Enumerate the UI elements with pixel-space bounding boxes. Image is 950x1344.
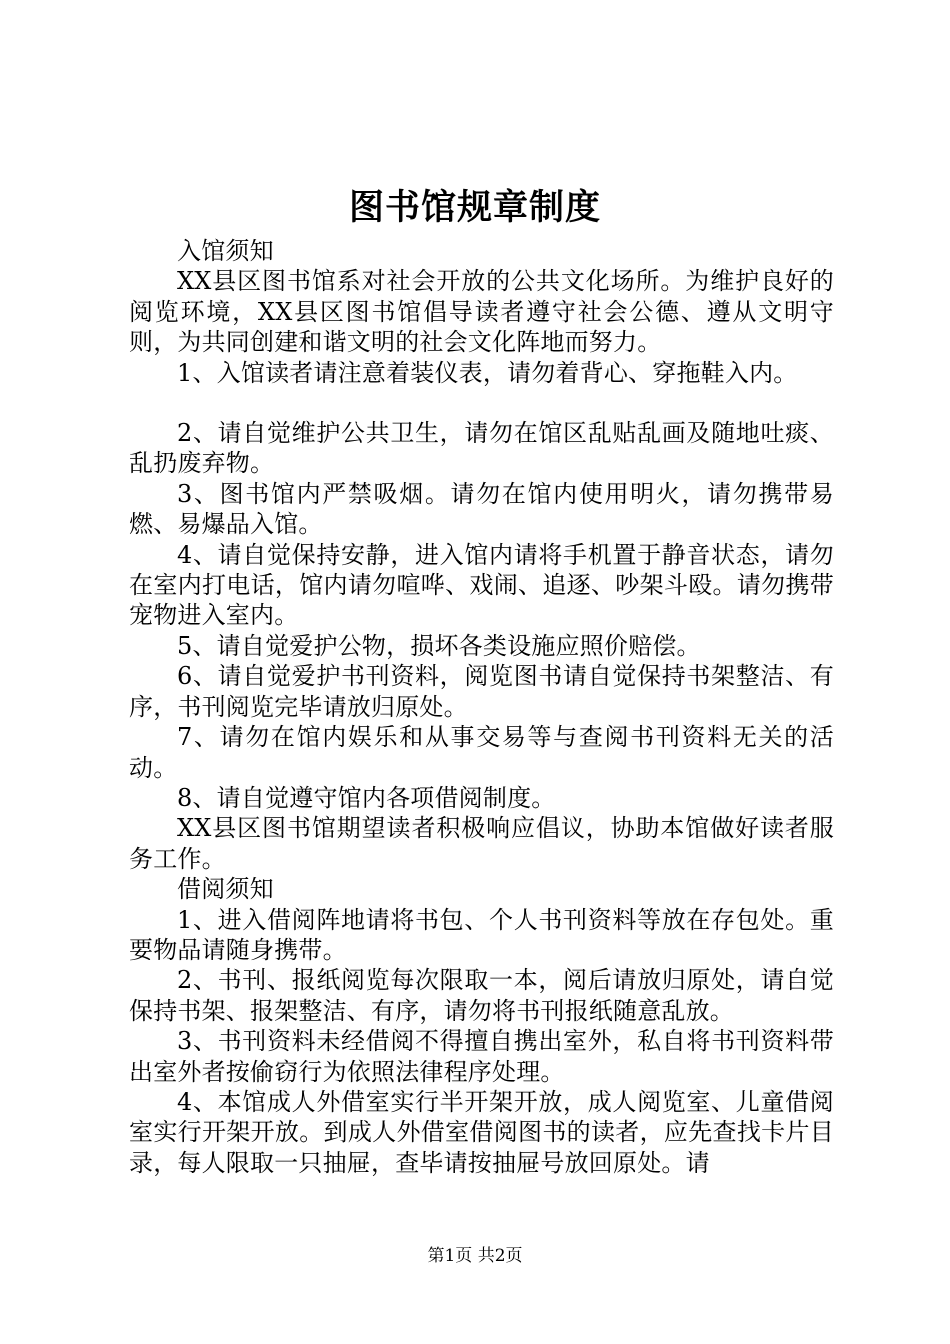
borrow-item-4: 4、本馆成人外借室实行半开架开放，成人阅览室、儿童借阅室实行开架开放。到成人外借室借阅图书的读者，应先查找卡片目录，每人限取一只抽屉，查毕请按抽屉号放回原处。请 <box>129 1087 834 1177</box>
rule-item-1: 1、入馆读者请注意着装仪表，请勿着背心、穿拖鞋入内。 <box>177 358 798 387</box>
rule-item-7: 7、请勿在馆内娱乐和从事交易等与查阅书刊资料无关的活动。 <box>129 723 834 782</box>
borrow-item-3: 3、书刊资料未经借阅不得擅自携出室外，私自将书刊资料带出室外者按偷窃行为依照法律程序处理。 <box>129 1027 834 1086</box>
rule-item-2: 2、请自觉维护公共卫生，请勿在馆区乱贴乱画及随地吐痰、乱扔废弃物。 <box>129 419 834 478</box>
page-footer <box>0 1244 950 1268</box>
rule-item-4: 4、请自觉保持安静，进入馆内请将手机置于静音状态，请勿在室内打电话，馆内请勿喧哗、戏闹、追逐、吵架斗殴。请勿携带宠物进入室内。 <box>129 540 834 630</box>
page-number-current: 第1页 <box>427 1246 473 1266</box>
section-heading-entry-notice: 入馆须知 <box>177 237 274 265</box>
rule-item-8: 8、请自觉遵守馆内各项借阅制度。 <box>177 783 556 812</box>
paragraph-gap <box>129 388 834 418</box>
rule-item-6: 6、请自觉爱护书刊资料，阅览图书请自觉保持书架整洁、有序，书刊阅览完毕请放归原处。 <box>129 662 834 721</box>
document-title: 图书馆规章制度 <box>348 187 601 228</box>
section-heading-borrow-notice: 借阅须知 <box>177 875 274 904</box>
document-body <box>129 236 834 1178</box>
rule-item-5: 5、请自觉爱护公物，损坏各类设施应照价赔偿。 <box>177 631 701 660</box>
intro-paragraph: XX县区图书馆系对社会开放的公共文化场所。为维护良好的阅览环境，XX县区图书馆倡导读者遵守社会公德、遵从文明守则，为共同创建和谐文明的社会文化阵地而努力。 <box>129 267 834 357</box>
borrow-item-1: 1、进入借阅阵地请将书包、个人书刊资料等放在存包处。重要物品请随身携带。 <box>129 905 834 964</box>
closing-paragraph: XX县区图书馆期望读者积极响应倡议，协助本馆做好读者服务工作。 <box>129 814 834 873</box>
borrow-item-2: 2、书刊、报纸阅览每次限取一本，阅后请放归原处，请自觉保持书架、报架整洁、有序，请勿将书刊报纸随意乱放。 <box>129 966 834 1025</box>
page-number-total: 共2页 <box>477 1246 523 1266</box>
rule-item-3: 3、图书馆内严禁吸烟。请勿在馆内使用明火，请勿携带易燃、易爆品入馆。 <box>129 479 834 539</box>
